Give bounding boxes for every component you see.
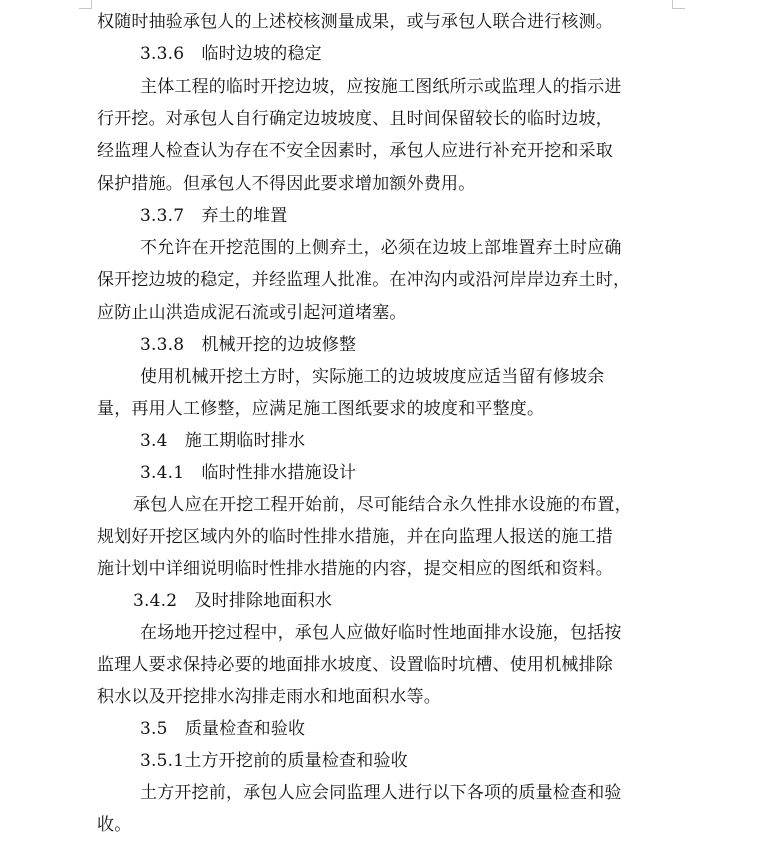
body-text-line: 施计划中详细说明临时性排水措施的内容，提交相应的图纸和资料。 (97, 559, 613, 579)
section-heading-3-4: 3.4 施工期临时排水 (140, 431, 306, 451)
body-text-line: 权随时抽验承包人的上述校核测量成果，或与承包人联合进行核测。 (97, 12, 613, 32)
section-heading-3-5: 3.5 质量检查和验收 (140, 719, 306, 739)
section-heading-3-3-6: 3.3.6 临时边坡的稳定 (140, 44, 322, 64)
section-heading-3-3-8: 3.3.8 机械开挖的边坡修整 (140, 335, 357, 355)
body-text-line: 保护措施。但承包人不得因此要求增加额外费用。 (97, 174, 476, 194)
body-text-line: 在场地开挖过程中，承包人应做好临时性地面排水设施，包括按 (140, 623, 622, 643)
section-heading-3-4-1: 3.4.1 临时性排水措施设计 (140, 463, 357, 483)
page-corner-mark-right (672, 0, 685, 9)
section-heading-3-5-1: 3.5.1土方开挖前的质量检查和验收 (140, 751, 408, 771)
body-text-line: 积水以及开挖排水沟排走雨水和地面积水等。 (97, 687, 441, 707)
body-text-line: 使用机械开挖土方时，实际施工的边坡坡度应适当留有修坡余 (140, 367, 605, 387)
body-text-line: 监理人要求保持必要的地面排水坡度、设置临时坑槽、使用机械排除 (97, 655, 613, 675)
body-text-line: 规划好开挖区域内外的临时性排水措施，并在向监理人报送的施工措 (97, 527, 613, 547)
body-text-line: 收。 (97, 815, 132, 835)
section-heading-3-4-2: 3.4.2 及时排除地面积水 (133, 591, 333, 611)
body-text-line: 应防止山洪造成泥石流或引起河道堵塞。 (97, 303, 407, 323)
body-text-line: 承包人应在开挖工程开始前，尽可能结合永久性排水设施的布置， (133, 495, 632, 515)
page-corner-mark-left (79, 0, 92, 9)
body-text-line: 经监理人检查认为存在不安全因素时，承包人应进行补充开挖和采取 (97, 141, 613, 161)
body-text-line: 保开挖边坡的稳定，并经监理人批准。在冲沟内或沿河岸岸边弃土时， (97, 270, 631, 290)
body-text-line: 行开挖。对承包人自行确定边坡坡度、且时间保留较长的临时边坡， (97, 109, 613, 129)
body-text-line: 量，再用人工修整，应满足施工图纸要求的坡度和平整度。 (97, 399, 545, 419)
body-text-line: 主体工程的临时开挖边坡，应按施工图纸所示或监理人的指示进 (140, 77, 622, 97)
body-text-line: 不允许在开挖范围的上侧弃土，必须在边坡上部堆置弃土时应确 (140, 238, 622, 258)
body-text-line: 土方开挖前，承包人应会同监理人进行以下各项的质量检查和验 (140, 783, 622, 803)
section-heading-3-3-7: 3.3.7 弃土的堆置 (140, 206, 288, 226)
